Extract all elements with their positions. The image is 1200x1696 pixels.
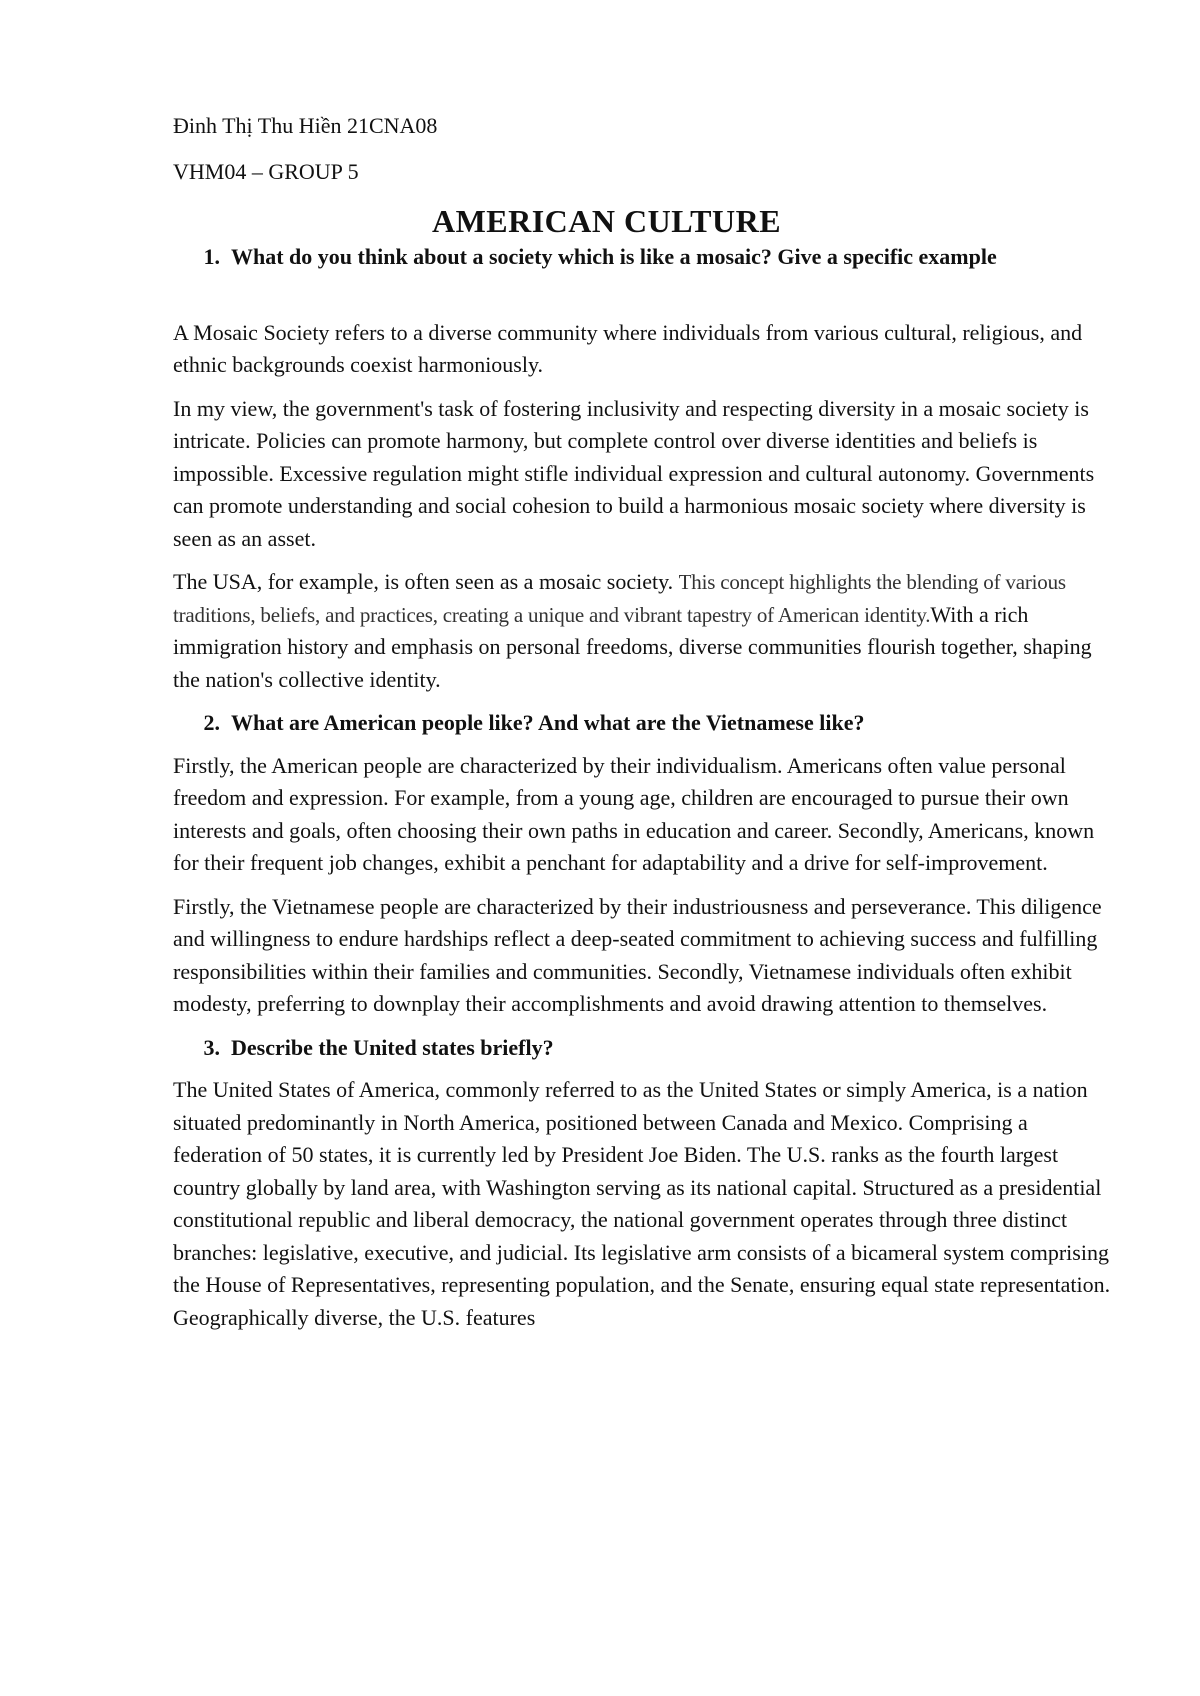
question-1-number: 1.: [203, 244, 220, 269]
question-3: [173, 1032, 1120, 1065]
question-2: [173, 707, 1120, 740]
author-line: Đinh Thị Thu Hiền 21CNA08: [173, 113, 438, 138]
answer-2-paragraph-1: Firstly, the American people are characterized by their individualism. Americans often value personal freedom and expression. For example, from a young age, children are encouraged to pursue their own interests and goals, often choosing their own paths in education and career. Secondly, Americans, known for their frequent job changes, exhibit a penchant for adaptability and a drive for self-improvement.: [173, 752, 1095, 875]
document-title: AMERICAN CULTURE: [431, 203, 782, 239]
answer-1-paragraph-2: In my view, the government's task of fostering inclusivity and respecting diversity in a mosaic society is intricate. Policies can promote harmony, but complete control over diverse identities and beliefs is impossible. Excessive regulation might stifle individual expression and cultural autonomy. Governments can promote understanding and social cohesion to build a harmonious mosaic society where diversity is seen as an asset.: [173, 395, 1095, 551]
question-1: [173, 241, 1120, 274]
usa-example-concept: This concept highlights the blending of various traditions, beliefs, and practices, creating a unique and vibrant tapestry of American identity.: [173, 570, 1066, 627]
answer-1-paragraph-3: [173, 566, 1120, 696]
usa-example-conclusion: With a rich immigration history and emphasis on personal freedoms, diverse communities flourish together, shaping the nation's collective identity.: [173, 601, 1092, 692]
usa-example-intro: The USA, for example, is often seen as a mosaic society.: [173, 569, 679, 594]
question-1-text: What do you think about a society which is like a mosaic? Give a specific example: [231, 244, 997, 269]
answer-3-paragraph-1: The United States of America, commonly referred to as the United States or simply America, is a nation situated predominantly in North America, positioned between Canada and Mexico. Comprising a federation of 50 states, it is currently led by President Joe Biden. The U.S. ranks as the fourth largest country globally by land area, with Washington serving as its national capital. Structured as a presidential constitutional republic and liberal democracy, the national government operates through three distinct branches: legislative, executive, and judicial. Its legislative arm consists of a bicameral system comprising the House of Representatives, representing population, and the Senate, ensuring equal state representation. Geographically diverse, the U.S. features: [173, 1077, 1111, 1330]
question-2-number: 2.: [203, 710, 220, 735]
answer-2-paragraph-2: Firstly, the Vietnamese people are characterized by their industriousness and perseverance. This diligence and willingness to endure hardships reflect a deep-seated commitment to achieving success and fulfilling responsibilities within their families and communities. Secondly, Vietnamese individuals often exhibit modesty, preferring to downplay their accomplishments and avoid drawing attention to themselves.: [173, 893, 1102, 1016]
question-3-text: Describe the United states briefly?: [231, 1034, 554, 1060]
question-3-number: 3.: [203, 1034, 220, 1060]
answer-1-paragraph-1: A Mosaic Society refers to a diverse community where individuals from various cultural, religious, and ethnic backgrounds coexist harmoniously.: [173, 319, 1083, 377]
group-line: VHM04 – GROUP 5: [173, 158, 359, 184]
question-2-text: What are American people like? And what are the Vietnamese like?: [231, 710, 865, 735]
